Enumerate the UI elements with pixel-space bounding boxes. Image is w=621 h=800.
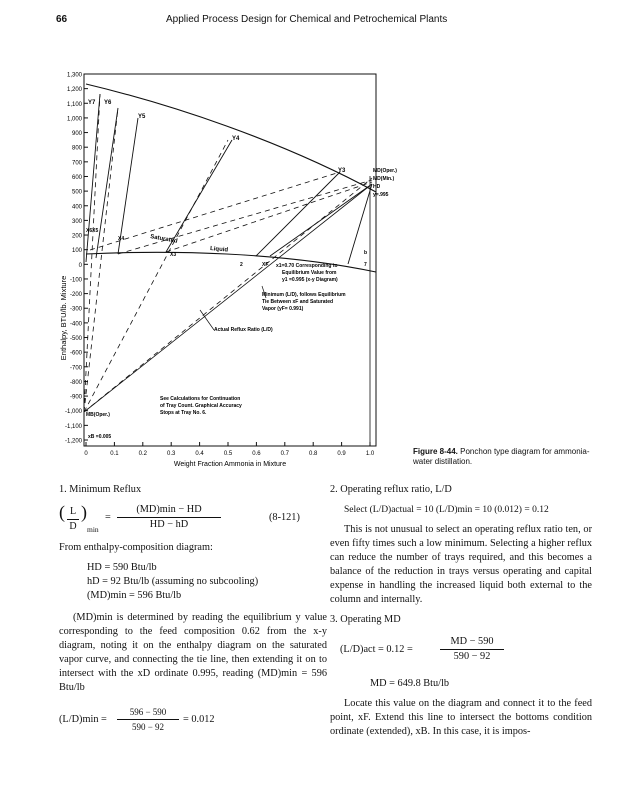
x-tick-label: 1.0 [365, 451, 375, 457]
label-b: b [364, 250, 368, 256]
y-tick-label: -500 [69, 336, 82, 343]
hd-value: HD = 590 Btu/lb [87, 562, 157, 573]
x-tick-label: 0.2 [138, 451, 147, 457]
left-column [59, 483, 327, 743]
right-column [330, 483, 592, 745]
label-md-min: MD(Min.) [373, 176, 395, 182]
y-tick-label: 300 [71, 218, 82, 225]
operating-line [84, 108, 118, 412]
label-y6: Y6 [104, 100, 112, 106]
tie-line [166, 140, 232, 252]
y-tick-label: 900 [71, 131, 82, 138]
label-7: 7 [364, 262, 367, 268]
x-axis-label: Weight Fraction Ammonia in Mixture [173, 461, 287, 468]
x-tick-label: 0.7 [280, 451, 289, 457]
note-min-line3: Vapor (yF= 0.991) [262, 306, 304, 312]
section-operating-reflux: 2. Operating reflux ratio, L/D [330, 484, 452, 495]
ponchon-diagram [0, 60, 621, 480]
running-title: Applied Process Design for Chemical and Petrochemical Plants [166, 14, 448, 25]
ld-min-equation [59, 705, 327, 735]
ld-min-numerator: 596 − 590 [117, 705, 179, 720]
ld-min-denominator: 590 − 92 [131, 722, 165, 732]
y-tick-label: -300 [69, 306, 82, 313]
label-y4: Y4 [232, 136, 240, 142]
y-tick-label: 0 [78, 262, 82, 269]
y-tick-label: -900 [69, 394, 82, 401]
y-tick-label: 1,300 [66, 72, 82, 79]
operating-md-equation [330, 633, 592, 669]
paren-close: ) [81, 502, 87, 522]
label-x6x5: X6X5 [86, 228, 99, 234]
reflux-paragraph: This is not unusual to select an operating reflux ratio ten, or even fifty times such a low minimum. Selecting a higher reflux can reduce the number of trays required, and this becomes a balance of the reduction in trays versus operating and capital expense in handling the increased liquid both external to the column and internally. [330, 524, 592, 605]
label-mb-oper: MB(Oper.) [86, 412, 110, 418]
y-tick-label: -800 [69, 379, 82, 386]
y-tick-label: -100 [69, 277, 82, 284]
y-tick-label: -1,000 [64, 409, 82, 416]
operating-line [84, 140, 228, 412]
paren-open: ( [59, 502, 65, 522]
md-result: MD = 649.8 Btu/lb [370, 678, 450, 689]
x-tick-label: 0.8 [309, 451, 318, 457]
label-xf: XF [262, 262, 269, 268]
label-x4: X4 [118, 236, 125, 242]
ld-denominator: D [69, 521, 77, 532]
op-lhs: (L/D)act = 0.12 = [340, 644, 413, 655]
y-tick-label: 1,000 [66, 116, 82, 123]
page-number: 66 [56, 14, 68, 25]
locate-paragraph: Locate this value on the diagram and connect it to the feed point, xF. Extend this line to intersect the bottoms condition ordinate (extended), xB. In this case, it is impos- [330, 698, 592, 737]
equals-sign: = [105, 512, 111, 523]
y-tick-label: 500 [71, 189, 82, 196]
note-see-calc-3: Stops at Tray No. 6. [160, 410, 207, 416]
from-diagram-text: From enthalpy-composition diagram: [59, 542, 213, 553]
ld-fraction [67, 505, 79, 534]
y-tick-label: 700 [71, 160, 82, 167]
note-see-calc-1: See Calculations for Continuation [160, 396, 241, 402]
y-tick-label: 100 [71, 248, 82, 255]
plot-frame [84, 74, 376, 446]
hd-liquid-value: hD = 92 Btu/lb (assuming no subcooling) [87, 576, 259, 587]
y-tick-label: -200 [69, 292, 82, 299]
y-tick-label: 800 [71, 145, 82, 152]
label-y5: Y5 [138, 114, 146, 120]
enthalpy-values [87, 561, 327, 603]
y-tick-label: -400 [69, 321, 82, 328]
label-saturated: Saturated [149, 234, 178, 245]
md-min-paragraph: (MD)min is determined by reading the equilibrium y value corresponding to the feed composition 0.62 from the x-y diagram, noting it on the enthalpy diagram on the saturated vapor curve, and connecting the tie line, then extending it on to intersect with the xD ordinate 0.995, reading (MD)min = 596 Btu/lb [59, 612, 327, 693]
ld-min-lhs: (L/D)min = [59, 714, 107, 725]
ld-subscript: min [87, 525, 99, 534]
tie-line [256, 172, 340, 256]
x-ticks [84, 442, 375, 457]
label-liquid: Liquid [209, 246, 229, 254]
rhs-denominator: HD − hD [149, 519, 189, 530]
y-tick-label: 600 [71, 174, 82, 181]
x-tick-label: 0.9 [337, 451, 346, 457]
tie-line [96, 108, 118, 258]
y-tick-label: -600 [69, 350, 82, 357]
y-axis-label: Enthalpy, BTU/lb. Mixture [59, 275, 68, 361]
operating-line [90, 172, 340, 250]
y-ticks [65, 73, 88, 445]
select-ld-actual: Select (L/D)actual = 10 (L/D)min = 10 (0.012) = 0.12 [344, 505, 549, 515]
y-tick-label: -1,200 [64, 438, 82, 445]
label-y995: y=.995 [373, 192, 389, 198]
note-see-calc-2: of Tray Count. Graphical Accuracy [160, 403, 242, 409]
actual-reflux-line [84, 184, 372, 412]
label-hd: HD [373, 184, 381, 190]
section-operating-md: 3. Operating MD [330, 614, 401, 625]
section-minimum-reflux: 1. Minimum Reflux [59, 484, 142, 495]
label-md-oper: MD(Oper.) [373, 168, 397, 174]
x-tick-label: 0.5 [223, 451, 233, 457]
ld-numerator: L [67, 505, 79, 520]
ld-min-fraction [117, 705, 179, 734]
x-tick-label: 0.1 [110, 451, 119, 457]
label-xb: xB =0.005 [88, 434, 112, 440]
equation-8-121 [59, 503, 327, 533]
y-tick-label: 200 [71, 233, 82, 240]
equation-tag: (8-121) [269, 512, 300, 523]
note-min-line2: Tie Between xF and Saturated [262, 299, 334, 305]
y-tick-label: 1,200 [66, 87, 82, 94]
figure-caption [413, 447, 593, 467]
y-tick-label: 400 [71, 204, 82, 211]
label-2: 2 [240, 262, 243, 268]
x-tick-label: 0.4 [195, 451, 204, 457]
figure-caption-text: Ponchon type diagram for ammonia-water distillation. [413, 447, 590, 466]
y-tick-label: -700 [69, 365, 82, 372]
leader-line [200, 310, 214, 330]
x-tick-label: 0 [84, 451, 88, 457]
tie-line [118, 118, 138, 254]
op-denominator: 590 − 92 [453, 651, 491, 662]
note-actual-reflux: Actual Reflux Ratio (L/D) [214, 327, 273, 333]
figure-label: Figure 8-44. [413, 447, 458, 456]
label-y3: Y3 [338, 168, 346, 174]
operating-line [118, 180, 372, 254]
tie-line [348, 184, 372, 264]
page-header [0, 14, 621, 30]
rhs-numerator: (MD)min − HD [117, 503, 221, 518]
op-fraction [440, 635, 504, 664]
note-x1-line2: Equilibrium Value from [282, 270, 337, 276]
ld-min-result: = 0.012 [183, 714, 215, 725]
note-x1-line3: y1 =0.995 (x-y Diagram) [282, 277, 338, 283]
note-x1-line1: x1=0.70 Corresponding to [276, 263, 338, 269]
label-x3: X3 [170, 252, 177, 258]
y-tick-label: -1,100 [64, 423, 82, 430]
y-tick-label: 1,100 [66, 101, 82, 108]
note-min-line1: Minimum (L/D), follows Equilibrium [262, 292, 346, 298]
md-min-value: (MD)min = 596 Btu/lb [87, 590, 182, 601]
rhs-fraction [117, 503, 221, 532]
op-numerator: MD − 590 [440, 635, 504, 650]
x-tick-label: 0.6 [252, 451, 261, 457]
label-y7: Y7 [88, 100, 96, 106]
x-tick-label: 0.3 [167, 451, 176, 457]
